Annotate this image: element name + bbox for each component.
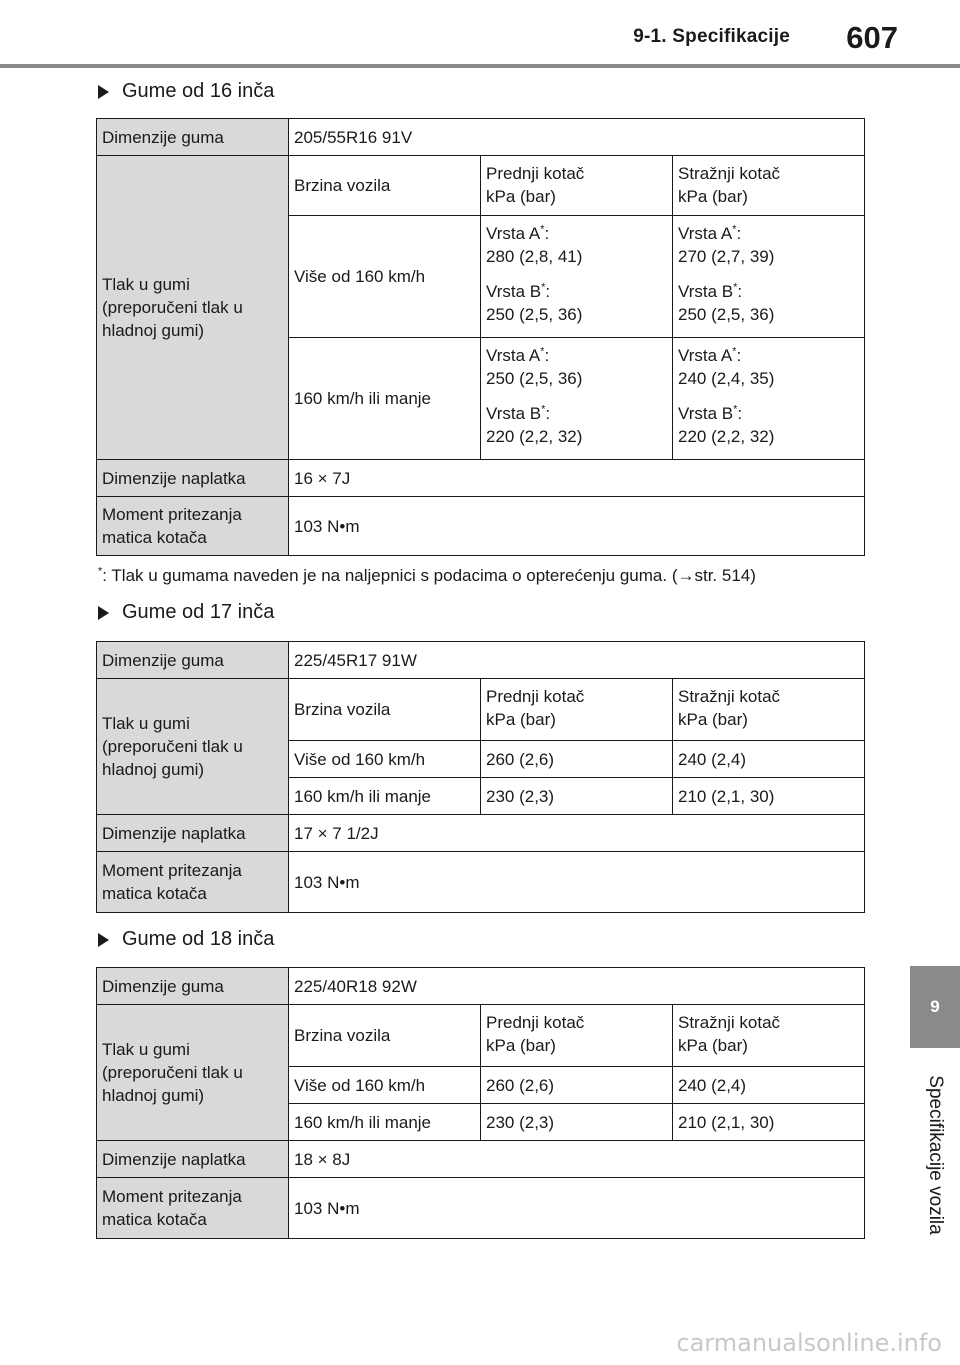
type-b-label: Vrsta B — [486, 282, 542, 301]
table-row — [97, 679, 865, 741]
section-heading-16 — [98, 80, 274, 103]
rim-size-value: 18 × 8J — [289, 1141, 865, 1178]
type-b-label: Vrsta B — [678, 282, 734, 301]
arrow-icon: → — [677, 566, 695, 585]
footnote — [98, 566, 756, 586]
rim-size-label: Dimenzije naplatka — [97, 1141, 289, 1178]
rear-pressure-cell: 240 (2,4) — [673, 741, 865, 778]
front-header: Prednji kotač — [486, 1013, 585, 1032]
torque-label: Moment pritezanja matica kotača — [97, 497, 289, 556]
section-heading-text: Gume od 17 inča — [122, 601, 275, 623]
rear-header: Stražnji kotač — [678, 164, 781, 183]
table-row — [97, 852, 865, 913]
torque-label: Moment pritezanja matica kotača — [97, 1178, 289, 1239]
pressure-value: 280 (2,8, 41) — [486, 247, 583, 266]
section-heading-text: Gume od 16 inča — [122, 80, 275, 102]
table-row — [97, 968, 865, 1005]
tire-size-label: Dimenzije guma — [97, 119, 289, 156]
front-header-cell — [481, 1005, 673, 1067]
rim-size-label: Dimenzije naplatka — [97, 815, 289, 852]
rear-header-cell — [673, 679, 865, 741]
type-a-label: Vrsta A — [678, 346, 733, 365]
front-unit: kPa (bar) — [486, 187, 556, 206]
pressure-value: 220 (2,2, 32) — [486, 427, 583, 446]
footnote-text: : Tlak u gumama naveden je na naljepnici s podacima o opterećenju guma. ( — [102, 566, 678, 585]
section-title: 9-1. Specifikacije — [633, 26, 790, 47]
front-header-cell — [481, 679, 673, 741]
front-header: Prednji kotač — [486, 687, 585, 706]
pressure-label: Tlak u gumi (preporučeni tlak u hladnoj gumi) — [97, 679, 289, 815]
rear-header: Stražnji kotač — [678, 687, 781, 706]
type-a-label: Vrsta A — [486, 224, 541, 243]
table-row — [97, 156, 865, 216]
speed-header: Brzina vozila — [289, 156, 481, 216]
table-row — [97, 1141, 865, 1178]
footnote-marker: * — [98, 565, 103, 578]
watermark: carmanualsonline.info — [676, 1329, 942, 1357]
rear-pressure-cell: 210 (2,1, 30) — [673, 1104, 865, 1141]
front-pressure-cell: 230 (2,3) — [481, 1104, 673, 1141]
front-header: Prednji kotač — [486, 164, 585, 183]
rear-pressure-cell: Vrsta A*: 240 (2,4, 35) Vrsta B*: 220 (2,2, 32) — [673, 338, 865, 460]
speed-header: Brzina vozila — [289, 1005, 481, 1067]
tire-size-label: Dimenzije guma — [97, 968, 289, 1005]
table-row — [97, 642, 865, 679]
front-header-cell — [481, 156, 673, 216]
section-heading-18 — [98, 928, 274, 951]
tire-size-label: Dimenzije guma — [97, 642, 289, 679]
section-heading-text: Gume od 18 inča — [122, 928, 275, 950]
torque-label: Moment pritezanja matica kotača — [97, 852, 289, 913]
triangle-bullet-icon — [98, 933, 109, 947]
rear-unit: kPa (bar) — [678, 187, 748, 206]
type-a-label: Vrsta A — [486, 346, 541, 365]
footnote-marker: * — [733, 281, 738, 294]
pressure-value: 250 (2,5, 36) — [678, 305, 775, 324]
footnote-marker: * — [541, 281, 546, 294]
footnote-marker: * — [732, 223, 737, 236]
footnote-marker: * — [540, 345, 545, 358]
rear-header: Stražnji kotač — [678, 1013, 781, 1032]
front-pressure-cell: 260 (2,6) — [481, 741, 673, 778]
tire-size-value: 225/40R18 92W — [289, 968, 865, 1005]
footnote-marker: * — [540, 223, 545, 236]
torque-value: 103 N•m — [289, 852, 865, 913]
page-number: 607 — [846, 20, 898, 55]
footnote-marker: * — [733, 403, 738, 416]
section-heading-17 — [98, 601, 274, 624]
speed-cell: Više od 160 km/h — [289, 216, 481, 338]
pressure-label: Tlak u gumi (preporučeni tlak u hladnoj gumi) — [97, 1005, 289, 1141]
speed-header: Brzina vozila — [289, 679, 481, 741]
triangle-bullet-icon — [98, 85, 109, 99]
rear-header-cell — [673, 156, 865, 216]
footnote-page-ref[interactable]: str. 514) — [694, 566, 756, 585]
rim-size-value: 17 × 7 1/2J — [289, 815, 865, 852]
chapter-side-label: Specifikacije vozila — [925, 1075, 946, 1235]
speed-cell: 160 km/h ili manje — [289, 338, 481, 460]
speed-cell: 160 km/h ili manje — [289, 778, 481, 815]
speed-cell: Više od 160 km/h — [289, 741, 481, 778]
triangle-bullet-icon — [98, 606, 109, 620]
front-unit: kPa (bar) — [486, 710, 556, 729]
rim-size-value: 16 × 7J — [289, 460, 865, 497]
tire-size-value: 205/55R16 91V — [289, 119, 865, 156]
rear-pressure-cell: 210 (2,1, 30) — [673, 778, 865, 815]
torque-value: 103 N•m — [289, 497, 865, 556]
spec-table-18 — [96, 967, 865, 1239]
front-pressure-cell: Vrsta A*: 280 (2,8, 41) Vrsta B*: 250 (2,5, 36) — [481, 216, 673, 338]
chapter-tab: 9 — [910, 966, 960, 1048]
rear-unit: kPa (bar) — [678, 1036, 748, 1055]
table-row — [97, 1005, 865, 1067]
pressure-value: 240 (2,4, 35) — [678, 369, 775, 388]
pressure-value: 250 (2,5, 36) — [486, 305, 583, 324]
pressure-label: Tlak u gumi (preporučeni tlak u hladnoj gumi) — [97, 156, 289, 460]
type-b-label: Vrsta B — [678, 404, 734, 423]
table-row — [97, 119, 865, 156]
rear-pressure-cell: 240 (2,4) — [673, 1067, 865, 1104]
pressure-value: 270 (2,7, 39) — [678, 247, 775, 266]
table-row — [97, 815, 865, 852]
footnote-marker: * — [541, 403, 546, 416]
type-a-label: Vrsta A — [678, 224, 733, 243]
footnote-marker: * — [732, 345, 737, 358]
table-row — [97, 1178, 865, 1239]
torque-value: 103 N•m — [289, 1178, 865, 1239]
front-pressure-cell: 260 (2,6) — [481, 1067, 673, 1104]
rear-unit: kPa (bar) — [678, 710, 748, 729]
spec-table-17 — [96, 641, 865, 913]
spec-table-16 — [96, 118, 865, 556]
type-b-label: Vrsta B — [486, 404, 542, 423]
front-unit: kPa (bar) — [486, 1036, 556, 1055]
rim-size-label: Dimenzije naplatka — [97, 460, 289, 497]
header-rule — [0, 64, 960, 68]
rear-header-cell — [673, 1005, 865, 1067]
tire-size-value: 225/45R17 91W — [289, 642, 865, 679]
front-pressure-cell: Vrsta A*: 250 (2,5, 36) Vrsta B*: 220 (2,2, 32) — [481, 338, 673, 460]
front-pressure-cell: 230 (2,3) — [481, 778, 673, 815]
speed-cell: Više od 160 km/h — [289, 1067, 481, 1104]
table-row — [97, 497, 865, 556]
pressure-value: 250 (2,5, 36) — [486, 369, 583, 388]
speed-cell: 160 km/h ili manje — [289, 1104, 481, 1141]
rear-pressure-cell: Vrsta A*: 270 (2,7, 39) Vrsta B*: 250 (2,5, 36) — [673, 216, 865, 338]
table-row — [97, 460, 865, 497]
pressure-value: 220 (2,2, 32) — [678, 427, 775, 446]
